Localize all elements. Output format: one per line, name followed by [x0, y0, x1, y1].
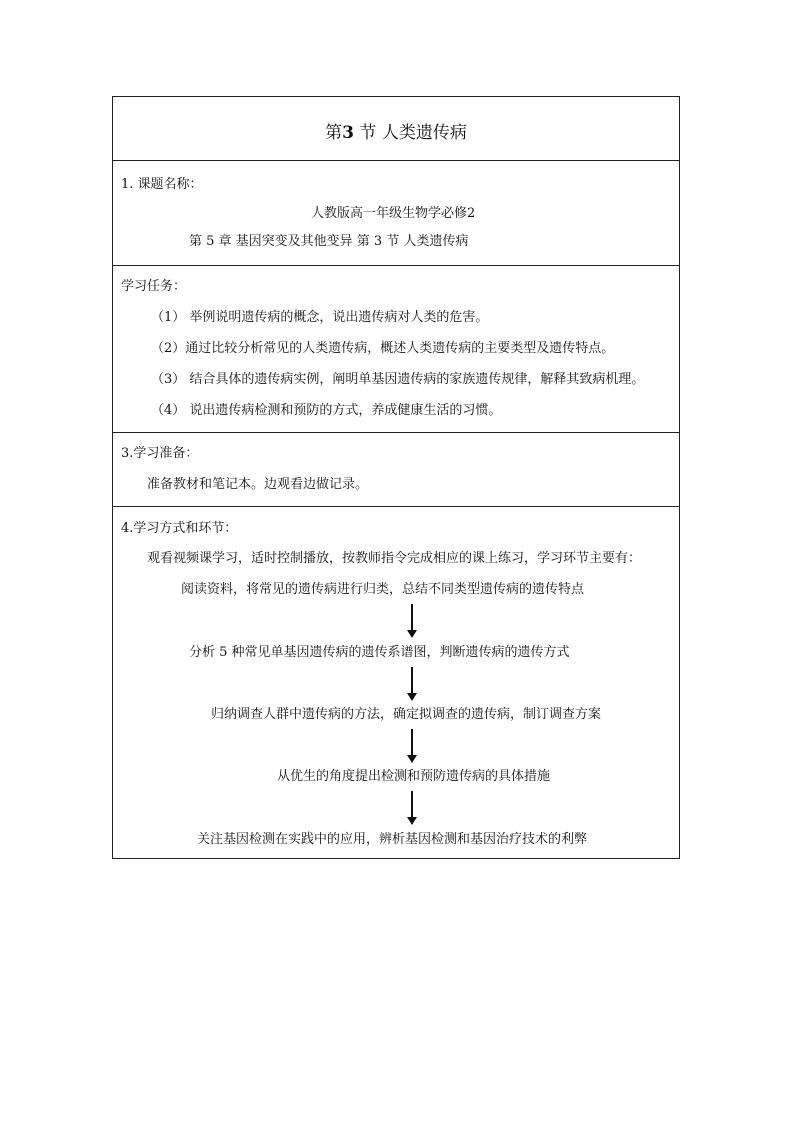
learning-task-item: （2）通过比较分析常见的人类遗传病，概述人类遗传病的主要类型及遗传特点。 [151, 341, 615, 356]
learning-task-item: （1） 举例说明遗传病的概念，说出遗传病对人类的危害。 [151, 310, 489, 325]
learning-prep-label: 3.学习准备： [121, 446, 199, 461]
title-number: 3 [342, 123, 355, 143]
learning-method-intro: 观看视频课学习，适时控制播放，按教师指令完成相应的课上练习，学习环节主要有： [147, 551, 642, 566]
flow-step: 阅读资料，将常见的遗传病进行归类，总结不同类型遗传病的遗传特点 [181, 582, 585, 597]
title-suffix: 节 人类遗传病 [359, 123, 467, 143]
title-prefix: 第 [325, 123, 343, 143]
page-title [113, 118, 679, 143]
learning-prep-row [113, 432, 679, 506]
learning-method-row [113, 506, 679, 858]
learning-method-label: 4.学习方式和环节： [121, 521, 238, 536]
flow-step: 归纳调查人群中遗传病的方法，确定拟调查的遗传病，制订调查方案 [211, 707, 602, 722]
flow-step: 从优生的角度提出检测和预防遗传病的具体措施 [277, 769, 551, 784]
lesson-plan-table [112, 96, 680, 859]
down-arrow-icon [411, 791, 413, 818]
course-name-row [113, 160, 679, 265]
learning-tasks-label: 学习任务： [121, 279, 187, 294]
flow-step: 关注基因检测在实践中的应用，辨析基因检测和基因治疗技术的利弊 [197, 832, 588, 847]
down-arrow-icon [411, 604, 413, 631]
down-arrow-icon [411, 667, 413, 694]
down-arrow-icon [411, 729, 413, 756]
flow-step: 分析 5 种常见单基因遗传病的遗传系谱图，判断遗传病的遗传方式 [189, 645, 570, 660]
course-name-label: 1. 课题名称： [121, 177, 203, 192]
learning-task-item: （4） 说出遗传病检测和预防的方式，养成健康生活的习惯。 [151, 403, 502, 418]
learning-task-item: （3） 结合具体的遗传病实例，阐明单基因遗传病的家族遗传规律，解释其致病机理。 [151, 372, 645, 387]
course-name-line1: 人教版高一年级生物学必修2 [311, 206, 476, 221]
learning-prep-content: 准备教材和笔记本。边观看边做记录。 [147, 477, 369, 492]
course-name-line2: 第 5 章 基因突变及其他变异 第 3 节 人类遗传病 [189, 234, 469, 249]
title-row [113, 97, 679, 160]
learning-tasks-row [113, 265, 679, 432]
